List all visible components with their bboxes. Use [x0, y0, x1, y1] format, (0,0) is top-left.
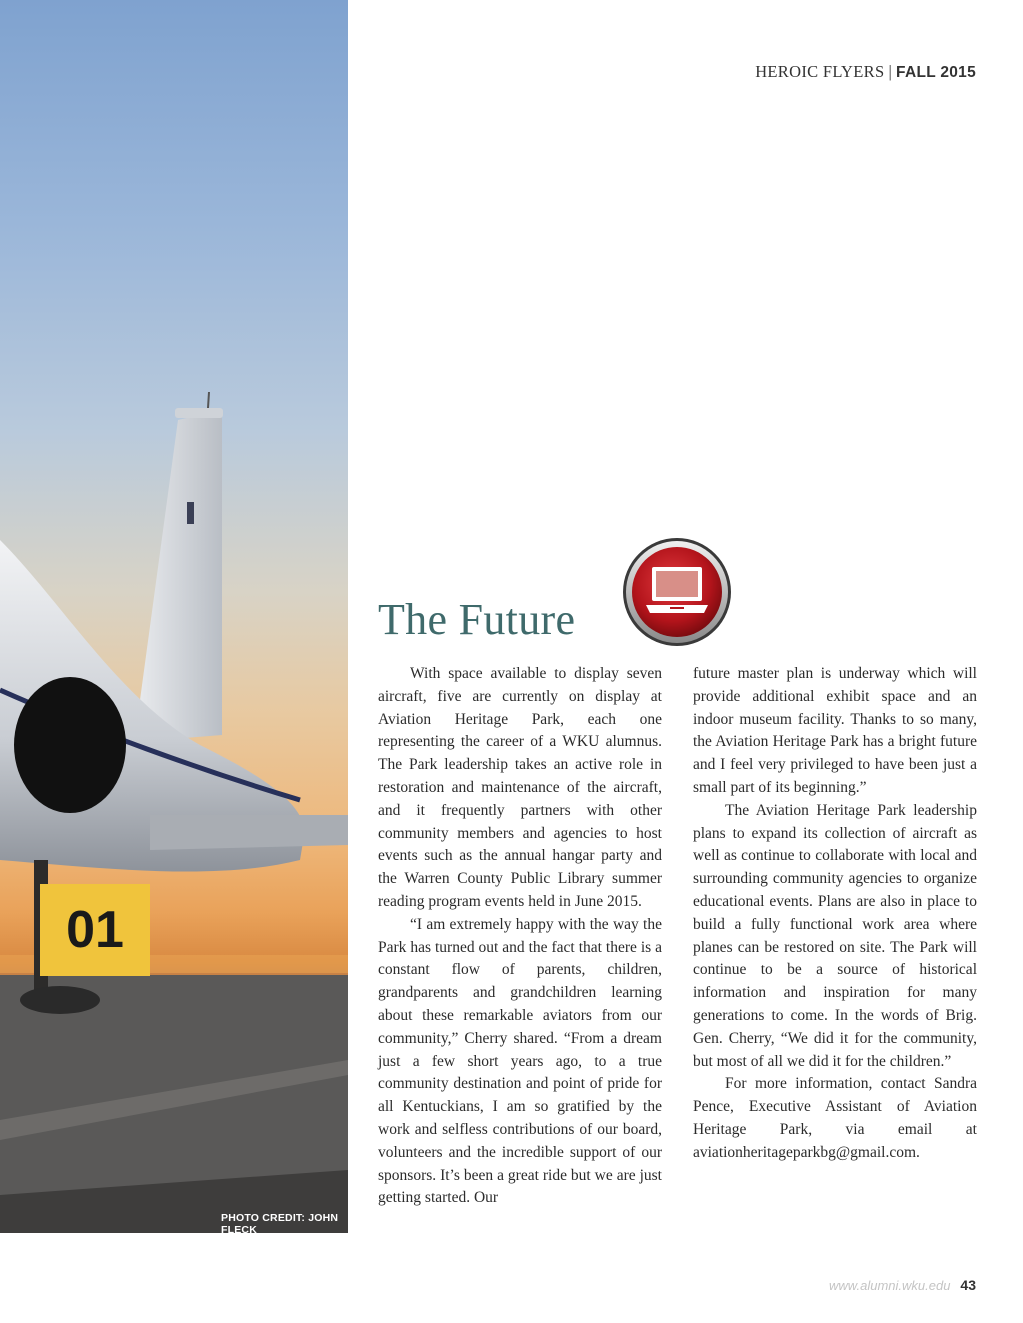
running-header [755, 62, 976, 82]
article-column-2 [693, 663, 977, 1165]
paragraph: For more information, contact Sandra Pence, Executive Assistant of Aviation Heritage Park, via email at aviationheritageparkbg@gmail.com. [693, 1075, 977, 1161]
jet-illustration [0, 0, 348, 1233]
aircraft-number: 01 [66, 901, 124, 959]
page-footer [829, 1277, 976, 1294]
article-title: The Future [378, 595, 576, 644]
paragraph: “I am extremely happy with the way the Park has turned out and the fact that there is a constant flow of parents, children, grandparents and grandchildren learning about these remarkable aviators from our community,” Cherry shared. “From a dream just a few short years ago, to a true community destination and point of pride for all Kentuckians, I am so gratified by the work and selfless contributions of our board, volunteers and the incredible support of our sponsors. It’s been a great ride but we are just getting started. Our [378, 915, 662, 1207]
section-name: HEROIC FLYERS [755, 62, 885, 81]
article-column-1 [378, 663, 662, 1210]
paragraph: The Aviation Heritage Park leadership plans to expand its collection of aircraft as well as continue to collaborate with local and surrounding community agencies to organize educational events. Plans are also in place to build a fully functional work area where planes can be restored on site. The Park will continue to be a source of historical information and inspiration for many generations to come. In the words of Brig. Gen. Cherry, “We did it for the community, but most of all we did it for the children.” [693, 801, 977, 1070]
paragraph: future master plan is underway which will provide additional exhibit space and an indoor museum facility. Thanks to so many, the Aviation Heritage Park has a bright future and I feel very privileged to have been just a small part of its beginning.” [693, 665, 977, 796]
photo-credit: PHOTO CREDIT: JOHN FLECK [221, 1212, 339, 1233]
page-number: 43 [960, 1277, 976, 1293]
aircraft-photo [0, 0, 348, 1233]
footer-url[interactable]: www.alumni.wku.edu [829, 1278, 951, 1293]
laptop-icon [622, 537, 732, 647]
paragraph: With space available to display seven aircraft, five are currently on display at Aviation Heritage Park, each one representing the career of a WKU alumnus. The Park leadership takes an active role in restoration and maintenance of the aircraft, and it frequently partners with other community members and agencies to host events such as the annual hangar party and the Warren County Public Library summer reading program events held in June 2015. [378, 665, 662, 910]
issue-label: FALL 2015 [896, 64, 976, 81]
header-separator: | [888, 62, 893, 81]
